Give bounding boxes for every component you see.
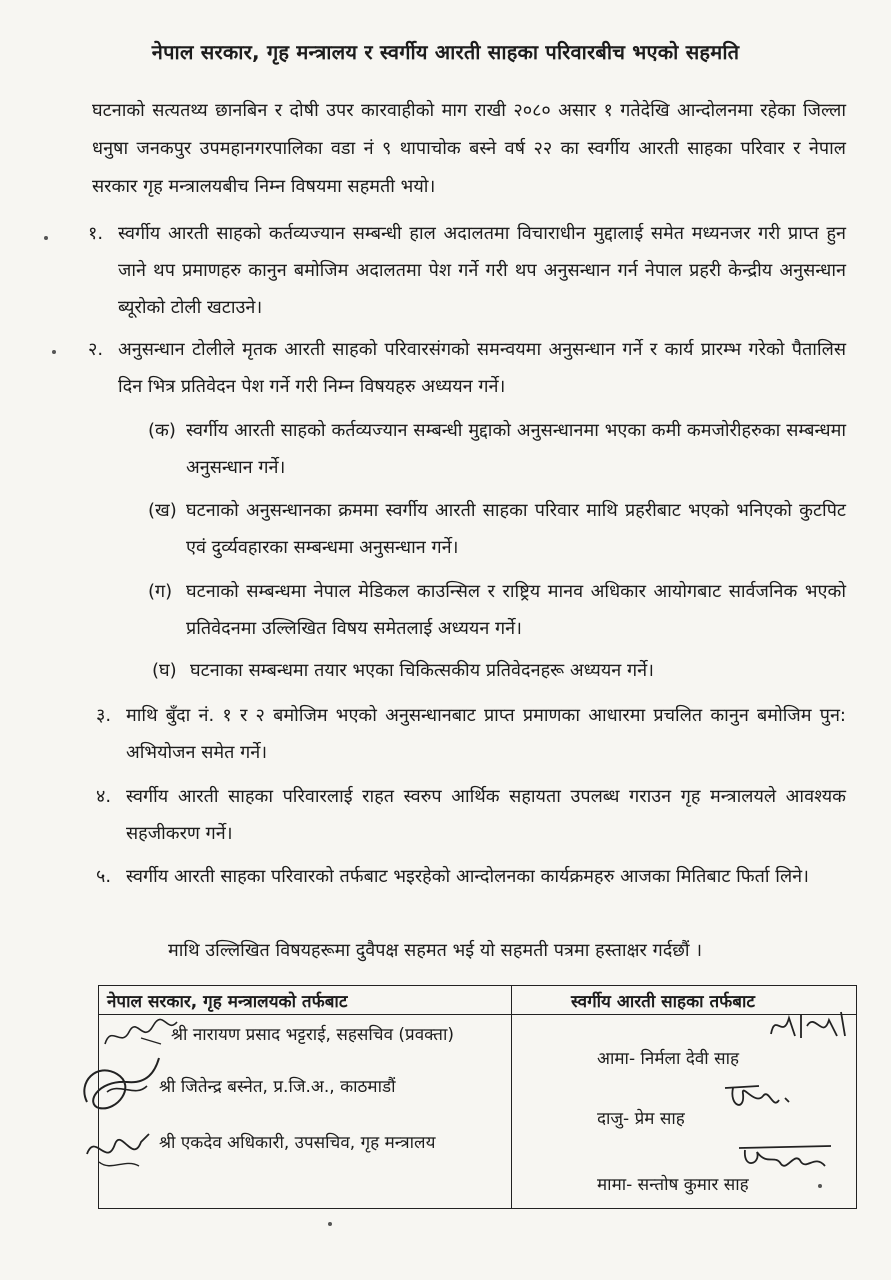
item-text: स्वर्गीय आरती साहका परिवारलाई राहत स्वरुप आर्थिक सहायता उपलब्ध गराउन गृह मन्त्रालयले आवश्यक सहजीकरण गर्ने। [126,786,846,844]
signatory-right-1: आमा- निर्मला देवी साह [597,1049,740,1069]
signature-scribble-6 [735,1136,835,1176]
item-number: (ग) [148,581,173,602]
signature-scribble-3 [81,1124,157,1184]
right-party-header: स्वर्गीय आरती साहका तर्फबाट [571,992,755,1012]
item-number: (ख) [148,500,177,521]
agreement-item-1 [88,215,846,330]
table-divider-horizontal [99,1014,856,1015]
agreement-subitem-gha [152,652,846,692]
scan-speck [52,350,56,354]
signatory-left-3: श्री एकदेव अधिकारी, उपसचिव, गृह मन्त्रालय [159,1133,436,1153]
signatory-right-3: मामा- सन्तोष कुमार साह [597,1175,749,1195]
signature-scribble-4 [767,1006,855,1046]
item-number: (क) [148,420,176,441]
item-number: ५. [96,866,112,887]
closing-statement: माथि उल्लिखित विषयहरूमा दुवैपक्ष सहमत भई यो सहमती पत्रमा हस्ताक्षर गर्दछौं । [168,940,703,961]
scan-speck [818,1184,822,1188]
item-number: २. [88,339,104,360]
scan-speck [328,1222,332,1226]
item-text: घटनाको सम्बन्धमा नेपाल मेडिकल काउन्सिल र राष्ट्रिय मानव अधिकार आयोगबाट सार्वजनिक भएको प्रतिवेदनमा उल्लिखित विषय समेतलाई अध्ययन गर्ने। [186,581,846,639]
item-text: माथि बुँदा नं. १ र २ बमोजिम भएको अनुसन्धानबाट प्राप्त प्रमाणका आधारमा प्रचलित कानुन बमोजिम पुन: अभियोजन समेत गर्ने। [126,705,846,763]
item-number: ४. [96,786,112,807]
agreement-item-2 [88,331,846,409]
item-text: अनुसन्धान टोलीले मृतक आरती साहको परिवारसंगको समन्वयमा अनुसन्धान गर्ने र कार्य प्रारम्भ गरेको पैतालिस दिन भित्र प्रतिवेदन पेश गर्ने गरी निम्न विषयहरु अध्ययन गर्ने। [118,339,846,397]
signatory-right-2: दाजु- प्रेम साह [597,1109,685,1129]
item-number: १. [88,223,104,244]
signature-scribble-2 [77,1052,167,1132]
item-text: स्वर्गीय आरती साहका परिवारको तर्फबाट भइरहेको आन्दोलनका कार्यक्रमहरु आजका मितिबाट फिर्ता लिने। [126,866,809,887]
signature-scribble-1 [101,1014,181,1054]
left-party-header: नेपाल सरकार, गृह मन्त्रालयको तर्फबाट [107,992,348,1012]
agreement-item-5 [96,858,846,936]
agreement-subitem-ga [148,573,846,651]
agreement-subitem-kha [148,492,846,570]
item-text: स्वर्गीय आरती साहको कर्तव्यज्यान सम्बन्धी मुद्दाको अनुसन्धानमा भएका कमी कमजोरीहरुका सम्बन्धमा अनुसन्धान गर्ने। [186,420,846,478]
signatory-left-2: श्री जितेन्द्र बस्नेत, प्र.जि.अ., काठमाडौं [159,1077,396,1097]
agreement-item-4 [96,778,846,856]
signature-scribble-5 [719,1076,799,1122]
signature-table [98,985,857,1209]
item-text: घटनाको अनुसन्धानका क्रममा स्वर्गीय आरती साहका परिवार माथि प्रहरीबाट भएको भनिएको कुटपिट एवं दुर्व्यवहारका सम्बन्धमा अनुसन्धान गर्ने। [186,500,846,558]
table-divider-vertical [511,986,512,1208]
agreement-subitem-ka [148,412,846,490]
signatory-left-1: श्री नारायण प्रसाद भट्टराई, सहसचिव (प्रवक्ता) [171,1025,455,1045]
item-number: (घ) [152,660,177,681]
item-text: घटनाका सम्बन्धमा तयार भएका चिकित्सकीय प्रतिवेदनहरू अध्ययन गर्ने। [190,660,654,681]
item-text: स्वर्गीय आरती साहको कर्तव्यज्यान सम्बन्धी हाल अदालतमा विचाराधीन मुद्दालाई समेत मध्यनजर गरी प्राप्त हुन जाने थप प्रमाणहरु कानुन बमोजिम अदालतमा पेश गर्ने गरी थप अनुसन्धान गर्न नेपाल प्रहरी केन्द्रीय अनुसन्धान ब्यूरोको टोली खटाउने। [118,223,846,318]
agreement-item-3 [96,697,846,775]
scan-speck [44,236,48,240]
item-number: ३. [96,705,112,726]
document-title: नेपाल सरकार, गृह मन्त्रालय र स्वर्गीय आरती साहका परिवारबीच भएको सहमति [151,40,740,64]
intro-paragraph: घटनाको सत्यतथ्य छानबिन र दोषी उपर कारवाहीको माग राखी २०८० असार १ गतेदेखि आन्दोलनमा रहेका जिल्ला धनुषा जनकपुर उपमहानगरपालिका वडा नं ९ थापाचोक बस्ने वर्ष २२ का स्वर्गीय आरती साहका परिवार र नेपाल सरकार गृह मन्त्रालयबीच निम्न विषयमा सहमती भयो। [92,100,846,197]
